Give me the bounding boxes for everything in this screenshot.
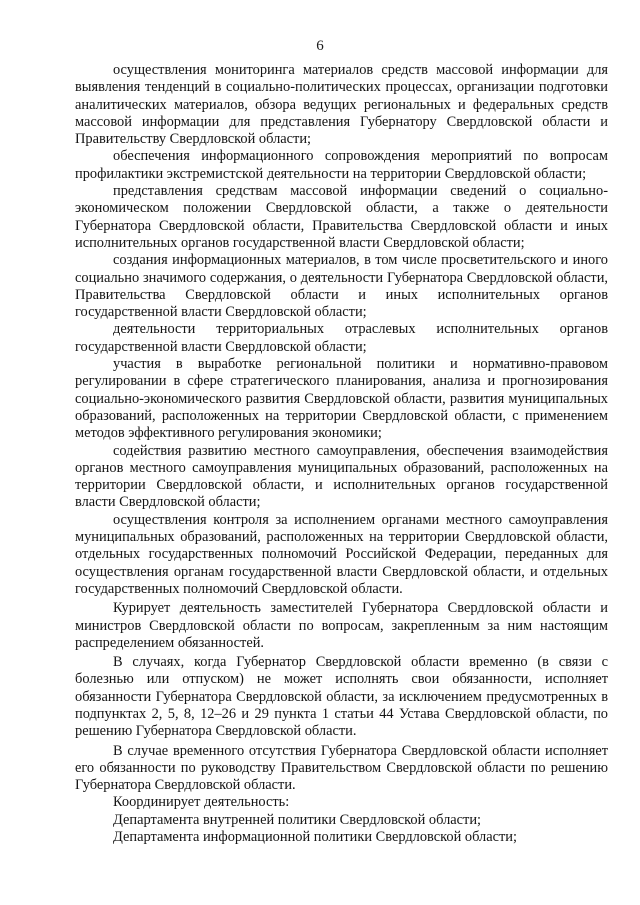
paragraph-acting-governor: В случаях, когда Губернатор Свердловской области временно (в связи с болезнью или отпуском) не может исполнять свои обязанности, исполняет обязанности Губернатора Свердловской области, за исключением предусмотренных в подпунктах 2, 5, 8, 12–26 и 29 пункта 1 статьи 44 Устава Свердловской области, по решению Губернатора Свердловской области. — [75, 654, 608, 740]
paragraph-internal-policy-department: Департамента внутренней политики Свердловской области; — [113, 811, 482, 828]
paragraph-media-information: представления средствам массовой информации сведений о социально-экономическом положении Свердловской области, а также о деятельности Губернатора Свердловской области, Правительства Свердловской области и иных исполнительных органов государственной власти Свердловской области; — [75, 183, 608, 251]
paragraph-extremism-prevention: обеспечения информационного сопровождения мероприятий по вопросам профилактики экстремистской деятельности на территории Свердловской области; — [75, 148, 608, 182]
paragraph-strategic-planning: участия в выработке региональной политики и нормативно-правовом регулировании в сфере стратегического планирования, анализа и прогнозирования социально-экономического развития Свердловской области, развития муниципальных образований, расположенных на территории Свердловской области, с применением методов эффективного регулирования экономики; — [75, 356, 608, 442]
paragraph-monitoring: осуществления мониторинга материалов средств массовой информации для выявления тенденций в социально-политических процессах, организации подготовки аналитических материалов, обзора ведущих региональных и федеральных средств массовой информации для представления Губернатору Свердловской области и Правительству Свердловской области; — [75, 62, 608, 148]
paragraph-coordinates-heading: Координирует деятельность: — [113, 794, 290, 811]
paragraph-local-self-government: содействия развитию местного самоуправления, обеспечения взаимодействия органов местного самоуправления муниципальных образований, расположенных на территории Свердловской области, и исполнительных органов государственной власти Свердловской области; — [75, 442, 608, 511]
paragraph-supervises-deputies: Курирует деятельность заместителей Губернатора Свердловской области и министров Свердловской области по вопросам, закрепленным за ним настоящим распределением обязанностей. — [75, 600, 608, 651]
page-number: 6 — [316, 38, 324, 54]
document-body — [75, 62, 608, 846]
paragraph-control-local-authorities: осуществления контроля за исполнением органами местного самоуправления муниципальных образований, расположенных на территории Свердловской области, отдельных государственных полномочий Российской Федерации, переданных для осуществления органам государственной власти Свердловской области, и отдельных государственных полномочий Свердловской области. — [75, 511, 608, 597]
paragraph-temporary-absence: В случае временного отсутствия Губернатора Свердловской области исполняет его обязанности по руководству Правительством Свердловской области по решению Губернатора Свердловской области. — [75, 742, 608, 794]
paragraph-information-materials: создания информационных материалов, в том числе просветительского и иного социально значимого содержания, о деятельности Губернатора Свердловской области, Правительства Свердловской области и иных исполнительных органов государственной власти Свердловской области; — [75, 252, 608, 321]
paragraph-information-policy-department: Департамента информационной политики Свердловской области; — [113, 829, 517, 846]
paragraph-territorial-bodies: деятельности территориальных отраслевых исполнительных органов государственной власти Свердловской области; — [75, 321, 608, 355]
